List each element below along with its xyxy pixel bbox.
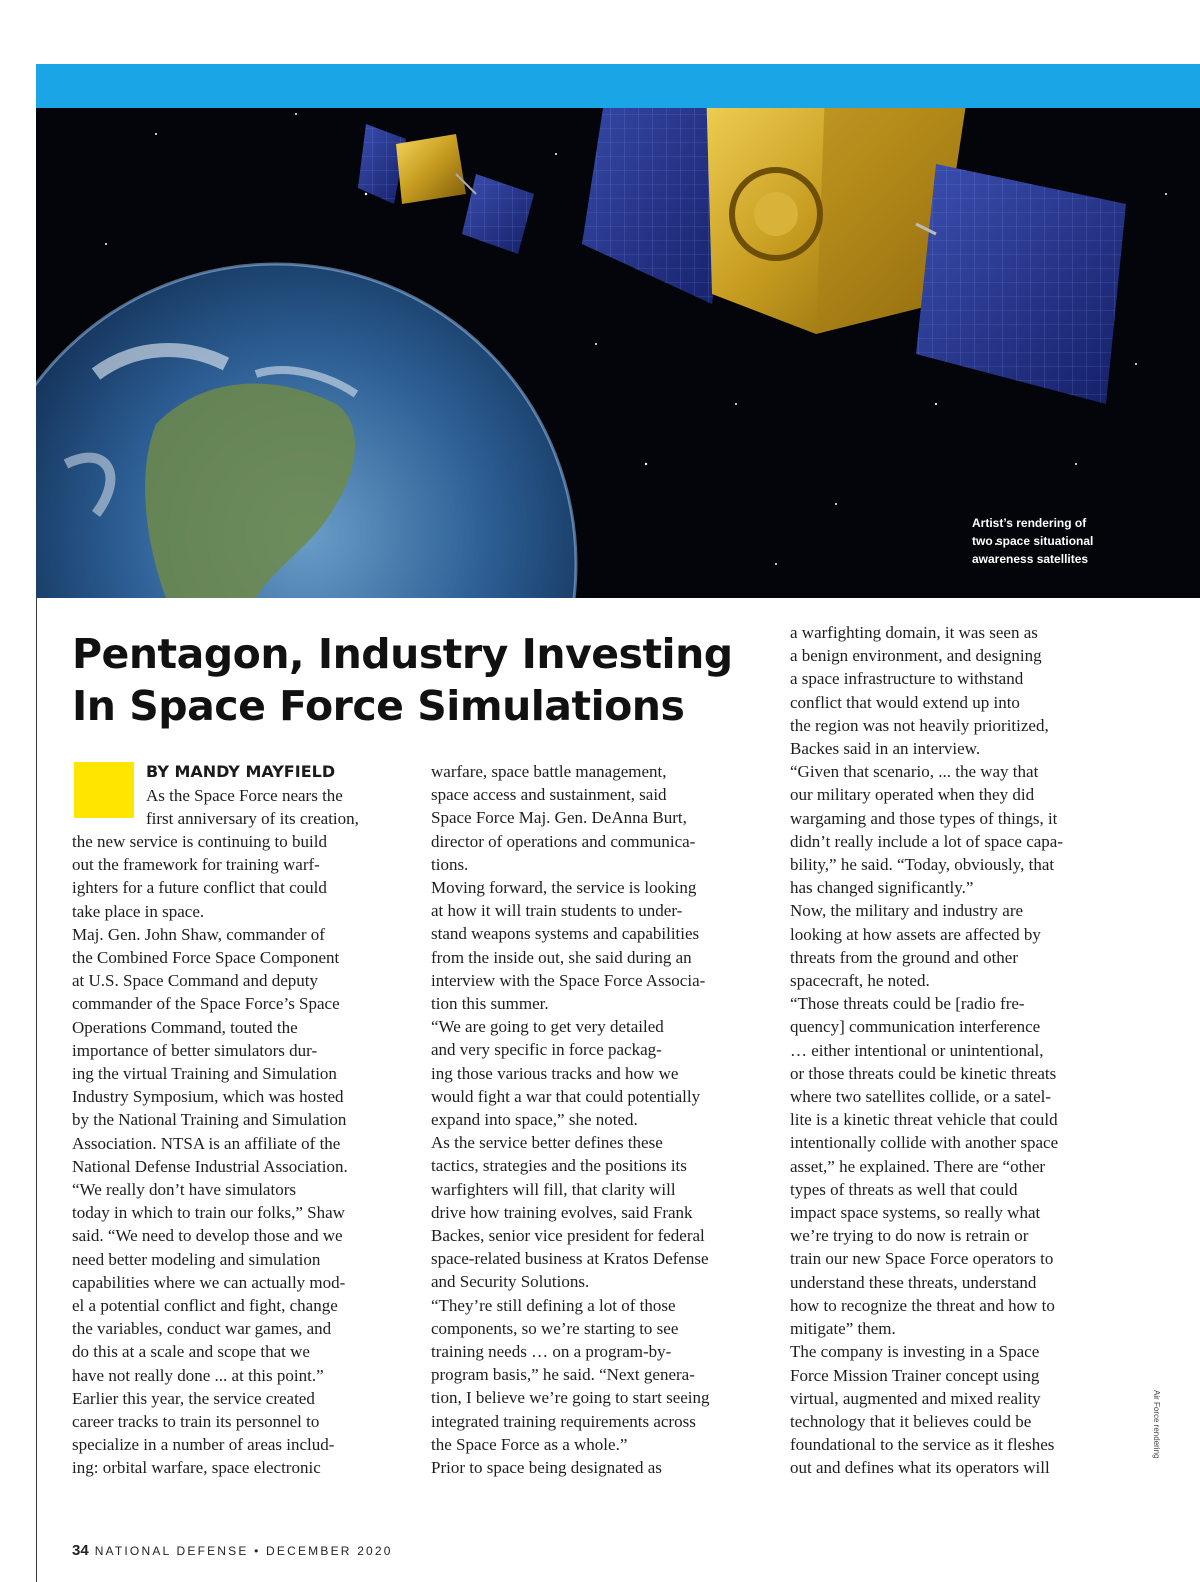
text-line: expand into space,” she noted. (431, 1110, 638, 1130)
text-line: today in which to train our folks,” Shaw (72, 1203, 345, 1223)
text-line: Now, the military and industry are (790, 901, 1024, 921)
text-line: Force Mission Trainer concept using (790, 1365, 1040, 1385)
text-line: … either intentional or unintentional, (790, 1040, 1044, 1060)
text-line: quency] communication interference (790, 1017, 1041, 1037)
text-line: looking at how assets are affected by (790, 924, 1041, 944)
text-line: need better modeling and simulation (72, 1249, 321, 1269)
text-line: spacecraft, he noted. (790, 971, 930, 991)
text-line: warfare, space battle management, (431, 762, 667, 781)
photo-credit: Air Force rendering (1152, 1390, 1161, 1459)
text-line: Moving forward, the service is looking (431, 878, 697, 898)
text-line: how to recognize the threat and how to (790, 1295, 1055, 1315)
text-line: or those threats could be kinetic threats (790, 1063, 1057, 1083)
text-line: at how it will train students to under- (431, 901, 683, 921)
text-line: Industry Symposium, which was hosted (72, 1087, 344, 1107)
text-line: el a potential conflict and fight, change (72, 1296, 338, 1316)
column-2 (431, 760, 710, 1479)
text-line: lite is a kinetic threat vehicle that could (790, 1110, 1058, 1130)
text-line: Operations Command, touted the (72, 1017, 298, 1037)
text-line: “We are going to get very detailed (431, 1017, 664, 1037)
text-line: intentionally collide with another space (790, 1133, 1059, 1153)
text-line: at U.S. Space Command and deputy (72, 971, 318, 991)
text-line: “Those threats could be [radio fre- (790, 994, 1025, 1014)
caption-line: Artist’s rendering of (972, 516, 1087, 530)
text-line: the Space Force as a whole.” (431, 1434, 628, 1454)
caption-line: two space situational (972, 534, 1094, 548)
page-footer (72, 1542, 393, 1559)
text-line: the new service is continuing to build (72, 832, 327, 851)
column-3 (790, 621, 1063, 1480)
text-line: “We really don’t have simulators (72, 1180, 296, 1200)
text-line: threats from the ground and other (790, 947, 1019, 967)
text-line: ing: orbital warfare, space electronic (72, 1458, 321, 1478)
text-line: first anniversary of its creation, (146, 809, 359, 829)
publication-line: NATIONAL DEFENSE • DECEMBER 2020 (94, 1544, 393, 1558)
text-line: components, so we’re starting to see (431, 1318, 679, 1338)
photo-caption (972, 514, 1172, 568)
article-headline (72, 628, 772, 732)
text-line: As the service better defines these (431, 1133, 663, 1153)
column-1 (72, 830, 348, 1480)
text-line: types of threats as well that could (790, 1179, 1018, 1199)
text-line: specialize in a number of areas includ- (72, 1435, 335, 1455)
text-line: said. “We need to develop those and we (72, 1226, 343, 1246)
text-line: out and defines what its operators will (790, 1458, 1050, 1478)
text-line: stand weapons systems and capabilities (431, 924, 700, 944)
text-line: didn’t really include a lot of space capa- (790, 831, 1063, 851)
text-line: do this at a scale and scope that we (72, 1342, 310, 1362)
left-margin-rule (36, 598, 37, 1582)
text-line: our military operated when they did (790, 785, 1035, 805)
text-line: take place in space. (72, 901, 205, 921)
text-line: Earlier this year, the service created (72, 1388, 315, 1408)
text-line: bility,” he said. “Today, obviously, that (790, 855, 1055, 875)
text-line: National Defense Industrial Association. (72, 1156, 348, 1176)
text-line: Maj. Gen. John Shaw, commander of (72, 924, 325, 944)
text-line: asset,” he explained. There are “other (790, 1156, 1046, 1176)
hero-photo (36, 108, 1200, 598)
text-line: Backes said in an interview. (790, 739, 981, 759)
text-line: career tracks to train its personnel to (72, 1412, 320, 1432)
text-line: and Security Solutions. (431, 1272, 590, 1292)
text-line: from the inside out, she said during an (431, 947, 692, 967)
caption-line: awareness satellites (972, 552, 1089, 566)
text-line: by the National Training and Simulation (72, 1110, 347, 1130)
text-line: Association. NTSA is an affiliate of the (72, 1133, 341, 1153)
text-line: understand these threats, understand (790, 1272, 1037, 1292)
text-line: “Given that scenario, ... the way that (790, 762, 1039, 782)
text-line: The company is investing in a Space (790, 1342, 1040, 1362)
byline: BY MANDY MAYFIELD (146, 762, 336, 781)
text-line: Prior to space being designated as (431, 1458, 662, 1478)
text-line: tion, I believe we’re going to start seeing (431, 1388, 710, 1408)
text-line: and very specific in force packag- (431, 1040, 662, 1060)
column-1-intro (146, 784, 359, 830)
text-line: training needs … on a program-by- (431, 1342, 672, 1362)
text-line: a warfighting domain, it was seen as (790, 623, 1038, 642)
text-line: the region was not heavily prioritized, (790, 715, 1049, 735)
text-line: ing the virtual Training and Simulation (72, 1064, 337, 1084)
headline-line: Pentagon, Industry Investing (72, 630, 733, 678)
text-line: drive how training evolves, said Frank (431, 1202, 693, 1222)
text-line: program basis,” he said. “Next genera- (431, 1365, 695, 1385)
text-line: we’re trying to do now is retrain or (790, 1226, 1029, 1246)
text-line: “They’re still defining a lot of those (431, 1295, 676, 1315)
headline-line: In Space Force Simulations (72, 682, 685, 730)
text-line: foundational to the service as it fleshes (790, 1435, 1055, 1455)
text-line: tactics, strategies and the positions its (431, 1156, 687, 1176)
text-line: importance of better simulators dur- (72, 1040, 318, 1060)
text-line: space-related business at Kratos Defense (431, 1249, 709, 1269)
text-line: conflict that would extend up into (790, 692, 1020, 712)
text-line: director of operations and communica- (431, 831, 696, 851)
text-line: Backes, senior vice president for federal (431, 1226, 705, 1246)
text-line: integrated training requirements across (431, 1411, 696, 1431)
text-line: mitigate” them. (790, 1319, 896, 1339)
text-line: warfighters will fill, that clarity will (431, 1179, 676, 1199)
text-line: ighters for a future conflict that could (72, 878, 327, 898)
text-line: tions. (431, 854, 469, 874)
text-line: out the framework for training warf- (72, 855, 320, 875)
page-number: 34 (72, 1542, 89, 1559)
text-line: space access and sustainment, said (431, 785, 667, 805)
text-line: interview with the Space Force Associa- (431, 970, 706, 990)
text-line: has changed significantly.” (790, 878, 974, 898)
text-line: the Combined Force Space Component (72, 948, 340, 968)
text-line: virtual, augmented and mixed reality (790, 1388, 1041, 1408)
text-line: where two satellites collide, or a satel- (790, 1087, 1052, 1107)
header-color-band (36, 64, 1200, 108)
text-line: technology that it believes could be (790, 1411, 1032, 1431)
text-line: train our new Space Force operators to (790, 1249, 1054, 1269)
text-line: impact space systems, so really what (790, 1203, 1041, 1223)
text-line: As the Space Force nears the (146, 786, 343, 805)
text-line: wargaming and those types of things, it (790, 808, 1058, 828)
text-line: the variables, conduct war games, and (72, 1319, 332, 1339)
text-line: have not really done ... at this point.” (72, 1365, 324, 1385)
text-line: a benign environment, and designing (790, 646, 1042, 666)
text-line: ing those various tracks and how we (431, 1063, 679, 1083)
text-line: capabilities where we can actually mod- (72, 1272, 346, 1292)
text-line: tion this summer. (431, 994, 549, 1014)
drop-cap-block (74, 762, 134, 818)
text-line: a space infrastructure to withstand (790, 669, 1024, 689)
text-line: commander of the Space Force’s Space (72, 994, 340, 1014)
text-line: Space Force Maj. Gen. DeAnna Burt, (431, 808, 687, 828)
text-line: would fight a war that could potentially (431, 1086, 701, 1106)
